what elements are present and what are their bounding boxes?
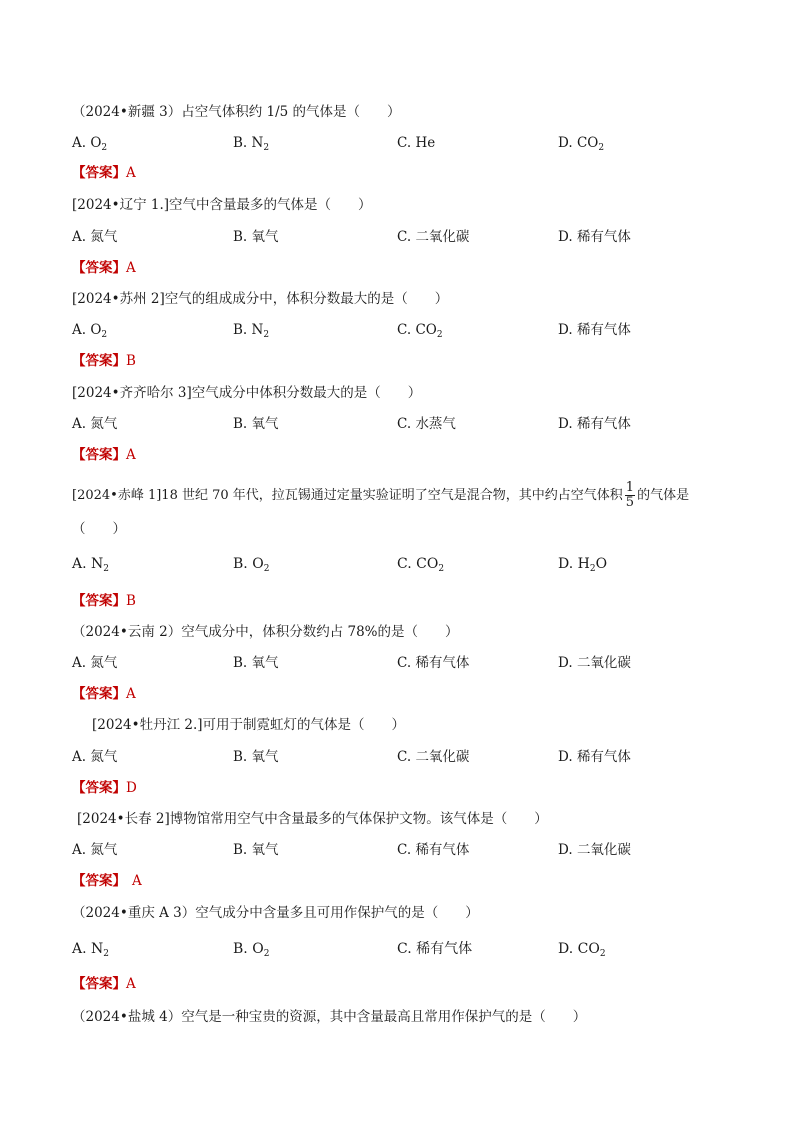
options-row bbox=[72, 413, 732, 435]
options-row bbox=[72, 319, 732, 341]
fraction: $\frac{1}{5}$ bbox=[625, 480, 635, 510]
option-a: A. $O_2$ bbox=[72, 135, 108, 153]
option-d: D. $CO_2$ bbox=[558, 135, 605, 153]
answer-line: 【答案】D bbox=[72, 780, 137, 796]
answer-line: 【答案】A bbox=[72, 447, 136, 463]
option-d: D. 二氧化碳 bbox=[558, 655, 631, 671]
option-a: A. 氮气 bbox=[72, 229, 118, 245]
question-stem: （2024•新疆 3）占空气体积约 1/5 的气体是（ ） bbox=[72, 104, 401, 120]
option-c: C. 水蒸气 bbox=[397, 416, 456, 432]
answer-line: 【答案】A bbox=[72, 976, 136, 992]
option-a: A. $O_2$ bbox=[72, 322, 108, 340]
answer-line: 【答案】B bbox=[72, 353, 136, 369]
option-a: A. 氮气 bbox=[72, 749, 118, 765]
option-b: B. 氧气 bbox=[233, 416, 279, 432]
option-d: D. $CO_2$ bbox=[558, 941, 606, 959]
option-c: C. 稀有气体 bbox=[397, 842, 470, 858]
options-row bbox=[72, 839, 732, 861]
answer-line: 【答案】 A bbox=[72, 873, 142, 889]
option-a: A. $N_2$ bbox=[72, 941, 109, 959]
options-row bbox=[72, 938, 732, 960]
options-row bbox=[72, 132, 732, 154]
option-c: C. He bbox=[397, 135, 436, 151]
option-b: B. 氧气 bbox=[233, 229, 279, 245]
options-row bbox=[72, 746, 732, 768]
option-b: B. 氧气 bbox=[233, 655, 279, 671]
option-b: B. 氧气 bbox=[233, 749, 279, 765]
option-d: D. 稀有气体 bbox=[558, 749, 631, 765]
option-a: A. 氮气 bbox=[72, 655, 118, 671]
question-stem: （2024•重庆 A 3）空气成分中含量多且可用作保护气的是（ ） bbox=[72, 905, 479, 921]
option-d: D. $H_2O$ bbox=[558, 556, 608, 574]
option-b: B. $O_2$ bbox=[233, 941, 270, 959]
option-a: A. 氮气 bbox=[72, 416, 118, 432]
question-stem: [2024•齐齐哈尔 3]空气成分中体积分数最大的是（ ） bbox=[72, 385, 422, 401]
question-stem: [2024•苏州 2]空气的组成成分中，体积分数最大的是（ ） bbox=[72, 291, 449, 307]
option-b: B. 氧气 bbox=[233, 842, 279, 858]
option-c: C. $CO_2$ bbox=[397, 322, 443, 340]
option-c: C. 稀有气体 bbox=[397, 655, 470, 671]
question-stem: [2024•辽宁 1.]空气中含量最多的气体是（ ） bbox=[72, 197, 372, 213]
question-stem: （2024•云南 2）空气成分中，体积分数约占 78%的是（ ） bbox=[72, 624, 459, 640]
answer-line: 【答案】B bbox=[72, 593, 136, 609]
option-b: B. $N_2$ bbox=[233, 322, 270, 340]
question-stem: [2024•牡丹江 2.]可用于制霓虹灯的气体是（ ） bbox=[92, 717, 406, 733]
option-c: C. 二氧化碳 bbox=[397, 749, 470, 765]
answer-line: 【答案】A bbox=[72, 686, 136, 702]
option-b: B. $O_2$ bbox=[233, 556, 270, 574]
option-d: D. 稀有气体 bbox=[558, 416, 631, 432]
question-stem: （2024•盐城 4）空气是一种宝贵的资源，其中含量最高且常用作保护气的是（ ） bbox=[72, 1009, 587, 1025]
options-row bbox=[72, 553, 732, 575]
question-stem: [2024•赤峰 1]18 世纪 70 年代，拉瓦锡通过定量实验证明了空气是混合物，其中约占空气体积 $\frac{1}{5}$ 的气体是 bbox=[72, 480, 690, 510]
question-stem: [2024•长春 2]博物馆常用空气中含量最多的气体保护文物。该气体是（ ） bbox=[77, 811, 548, 827]
option-c: C. 稀有气体 bbox=[397, 941, 473, 957]
question-stem-continued: （ ） bbox=[72, 521, 126, 537]
option-c: C. $CO_2$ bbox=[397, 556, 445, 574]
options-row bbox=[72, 652, 732, 674]
option-a: A. 氮气 bbox=[72, 842, 118, 858]
option-c: C. 二氧化碳 bbox=[397, 229, 470, 245]
options-row bbox=[72, 226, 732, 248]
option-a: A. $N_2$ bbox=[72, 556, 109, 574]
answer-line: 【答案】A bbox=[72, 165, 136, 181]
option-b: B. $N_2$ bbox=[233, 135, 270, 153]
option-d: D. 二氧化碳 bbox=[558, 842, 631, 858]
option-d: D. 稀有气体 bbox=[558, 322, 631, 338]
answer-line: 【答案】A bbox=[72, 260, 136, 276]
option-d: D. 稀有气体 bbox=[558, 229, 631, 245]
